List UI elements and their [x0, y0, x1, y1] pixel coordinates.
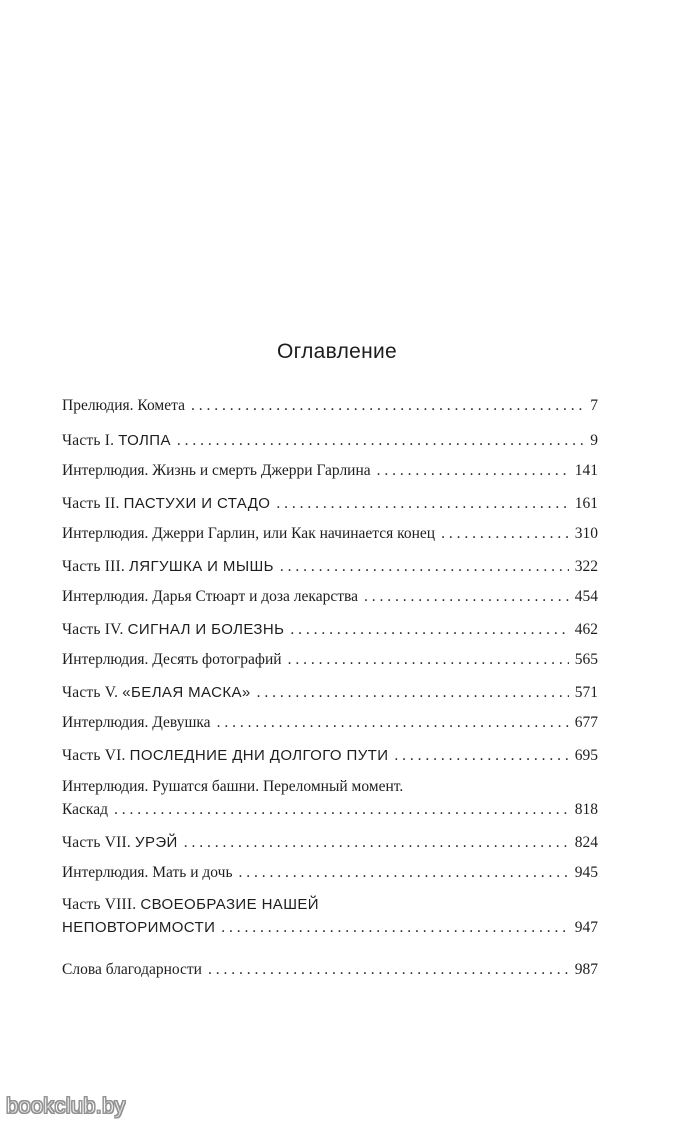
toc-page-number: 7: [590, 397, 598, 414]
toc-entry-acknowledgements[interactable]: [62, 960, 598, 979]
toc-entry-label: Интерлюдия. Дарья Стюарт и доза лекарства: [62, 588, 358, 605]
toc-part-name: «БЕЛАЯ МАСКА»: [122, 684, 251, 701]
dot-leader: [239, 863, 569, 882]
toc-page-number: 9: [590, 432, 598, 449]
toc-entry-interlude-2[interactable]: [62, 524, 598, 543]
toc-part-name: ПОСЛЕДНИЕ ДНИ ДОЛГОГО ПУТИ: [129, 747, 389, 764]
toc-entry-label: Интерлюдия. Жизнь и смерть Джерри Гарлина: [62, 462, 371, 479]
dot-leader: [208, 960, 569, 979]
toc-entry-part-1[interactable]: [62, 431, 598, 450]
toc-entry-interlude-1[interactable]: [62, 461, 598, 480]
toc-entry-interlude-3[interactable]: [62, 587, 598, 606]
toc-entry-label: Каскад: [62, 801, 108, 818]
toc-page-number: 695: [574, 747, 598, 764]
toc-part-prefix: Часть VIII.: [62, 896, 141, 913]
toc-page-number: 565: [574, 651, 598, 668]
dot-leader: [364, 587, 569, 606]
toc-part-name: НЕПОВТОРИМОСТИ: [62, 919, 216, 936]
toc-entry-interlude-6[interactable]: [62, 777, 598, 819]
dot-leader: [114, 800, 569, 819]
site-watermark: bookclub.by: [6, 1093, 126, 1118]
toc-part-prefix: Часть II.: [62, 495, 124, 512]
dot-leader: [257, 683, 569, 702]
toc-part-name: УРЭЙ: [135, 834, 178, 851]
dot-leader: [288, 650, 569, 669]
toc-entry-part-3[interactable]: [62, 557, 598, 576]
toc-entry-interlude-7[interactable]: [62, 863, 598, 882]
toc-part-prefix: Часть VI.: [62, 747, 130, 764]
toc-entry-label: Интерлюдия. Девушка: [62, 714, 211, 731]
toc-page-number: 141: [574, 462, 598, 479]
dot-leader: [184, 833, 569, 852]
toc-page-number: 824: [574, 834, 598, 851]
toc-entry-part-8[interactable]: [62, 895, 598, 937]
toc-page-number: 945: [574, 864, 598, 881]
toc-part-prefix: Часть I.: [62, 432, 119, 449]
toc-entry-part-4[interactable]: [62, 620, 598, 639]
toc-page-number: 677: [574, 714, 598, 731]
toc-part-prefix: Часть VII.: [62, 834, 136, 851]
dot-leader: [280, 557, 569, 576]
toc-page-number: 818: [574, 801, 598, 818]
toc-entry-part-5[interactable]: [62, 683, 598, 702]
toc-part-name: ПАСТУХИ И СТАДО: [123, 495, 271, 512]
toc-entry-part-6[interactable]: [62, 746, 598, 765]
toc-entry-interlude-4[interactable]: [62, 650, 598, 669]
toc-entry-prelude[interactable]: [62, 396, 598, 415]
toc-page-number: 310: [574, 525, 598, 542]
toc-page-number: 947: [574, 919, 598, 936]
toc-entry-label: Интерлюдия. Десять фотографий: [62, 651, 282, 668]
dot-leader: [441, 524, 569, 543]
toc-part-prefix: Часть III.: [62, 558, 129, 575]
toc-entry-part-7[interactable]: [62, 833, 598, 852]
toc-entry-label: Слова благодарности: [62, 961, 202, 978]
toc-entry-interlude-5[interactable]: [62, 713, 598, 732]
toc-page-number: 571: [574, 684, 598, 701]
toc-entry-label-line1: Интерлюдия. Рушатся башни. Переломный момент.: [62, 778, 404, 795]
toc-page-number: 161: [574, 495, 598, 512]
toc-page-number: 987: [574, 961, 598, 978]
dot-leader: [217, 713, 569, 732]
toc-entry-part-2[interactable]: [62, 494, 598, 513]
dot-leader: [394, 746, 568, 765]
toc-part-name: СИГНАЛ И БОЛЕЗНЬ: [127, 621, 285, 638]
toc-part-prefix: Часть V.: [62, 684, 123, 701]
toc-page-number: 454: [574, 588, 598, 605]
toc-page-number: 462: [574, 621, 598, 638]
dot-leader: [290, 620, 568, 639]
toc-page-number: 322: [574, 558, 598, 575]
dot-leader: [276, 494, 568, 513]
dot-leader: [191, 396, 584, 415]
toc-entry-label: Прелюдия. Комета: [62, 397, 185, 414]
toc-entry-label: Интерлюдия. Джерри Гарлин, или Как начинается конец: [62, 525, 436, 542]
dot-leader: [221, 918, 568, 937]
dot-leader: [377, 461, 569, 480]
toc-part-name: ЛЯГУШКА И МЫШЬ: [129, 558, 274, 575]
toc-part-name-line1: СВОЕОБРАЗИЕ НАШЕЙ: [140, 896, 319, 913]
toc-part-name: ТОЛПА: [118, 432, 171, 449]
toc-entry-label: Интерлюдия. Мать и дочь: [62, 864, 233, 881]
toc-part-prefix: Часть IV.: [62, 621, 128, 638]
toc-title: Оглавление: [276, 340, 398, 363]
dot-leader: [177, 431, 584, 450]
